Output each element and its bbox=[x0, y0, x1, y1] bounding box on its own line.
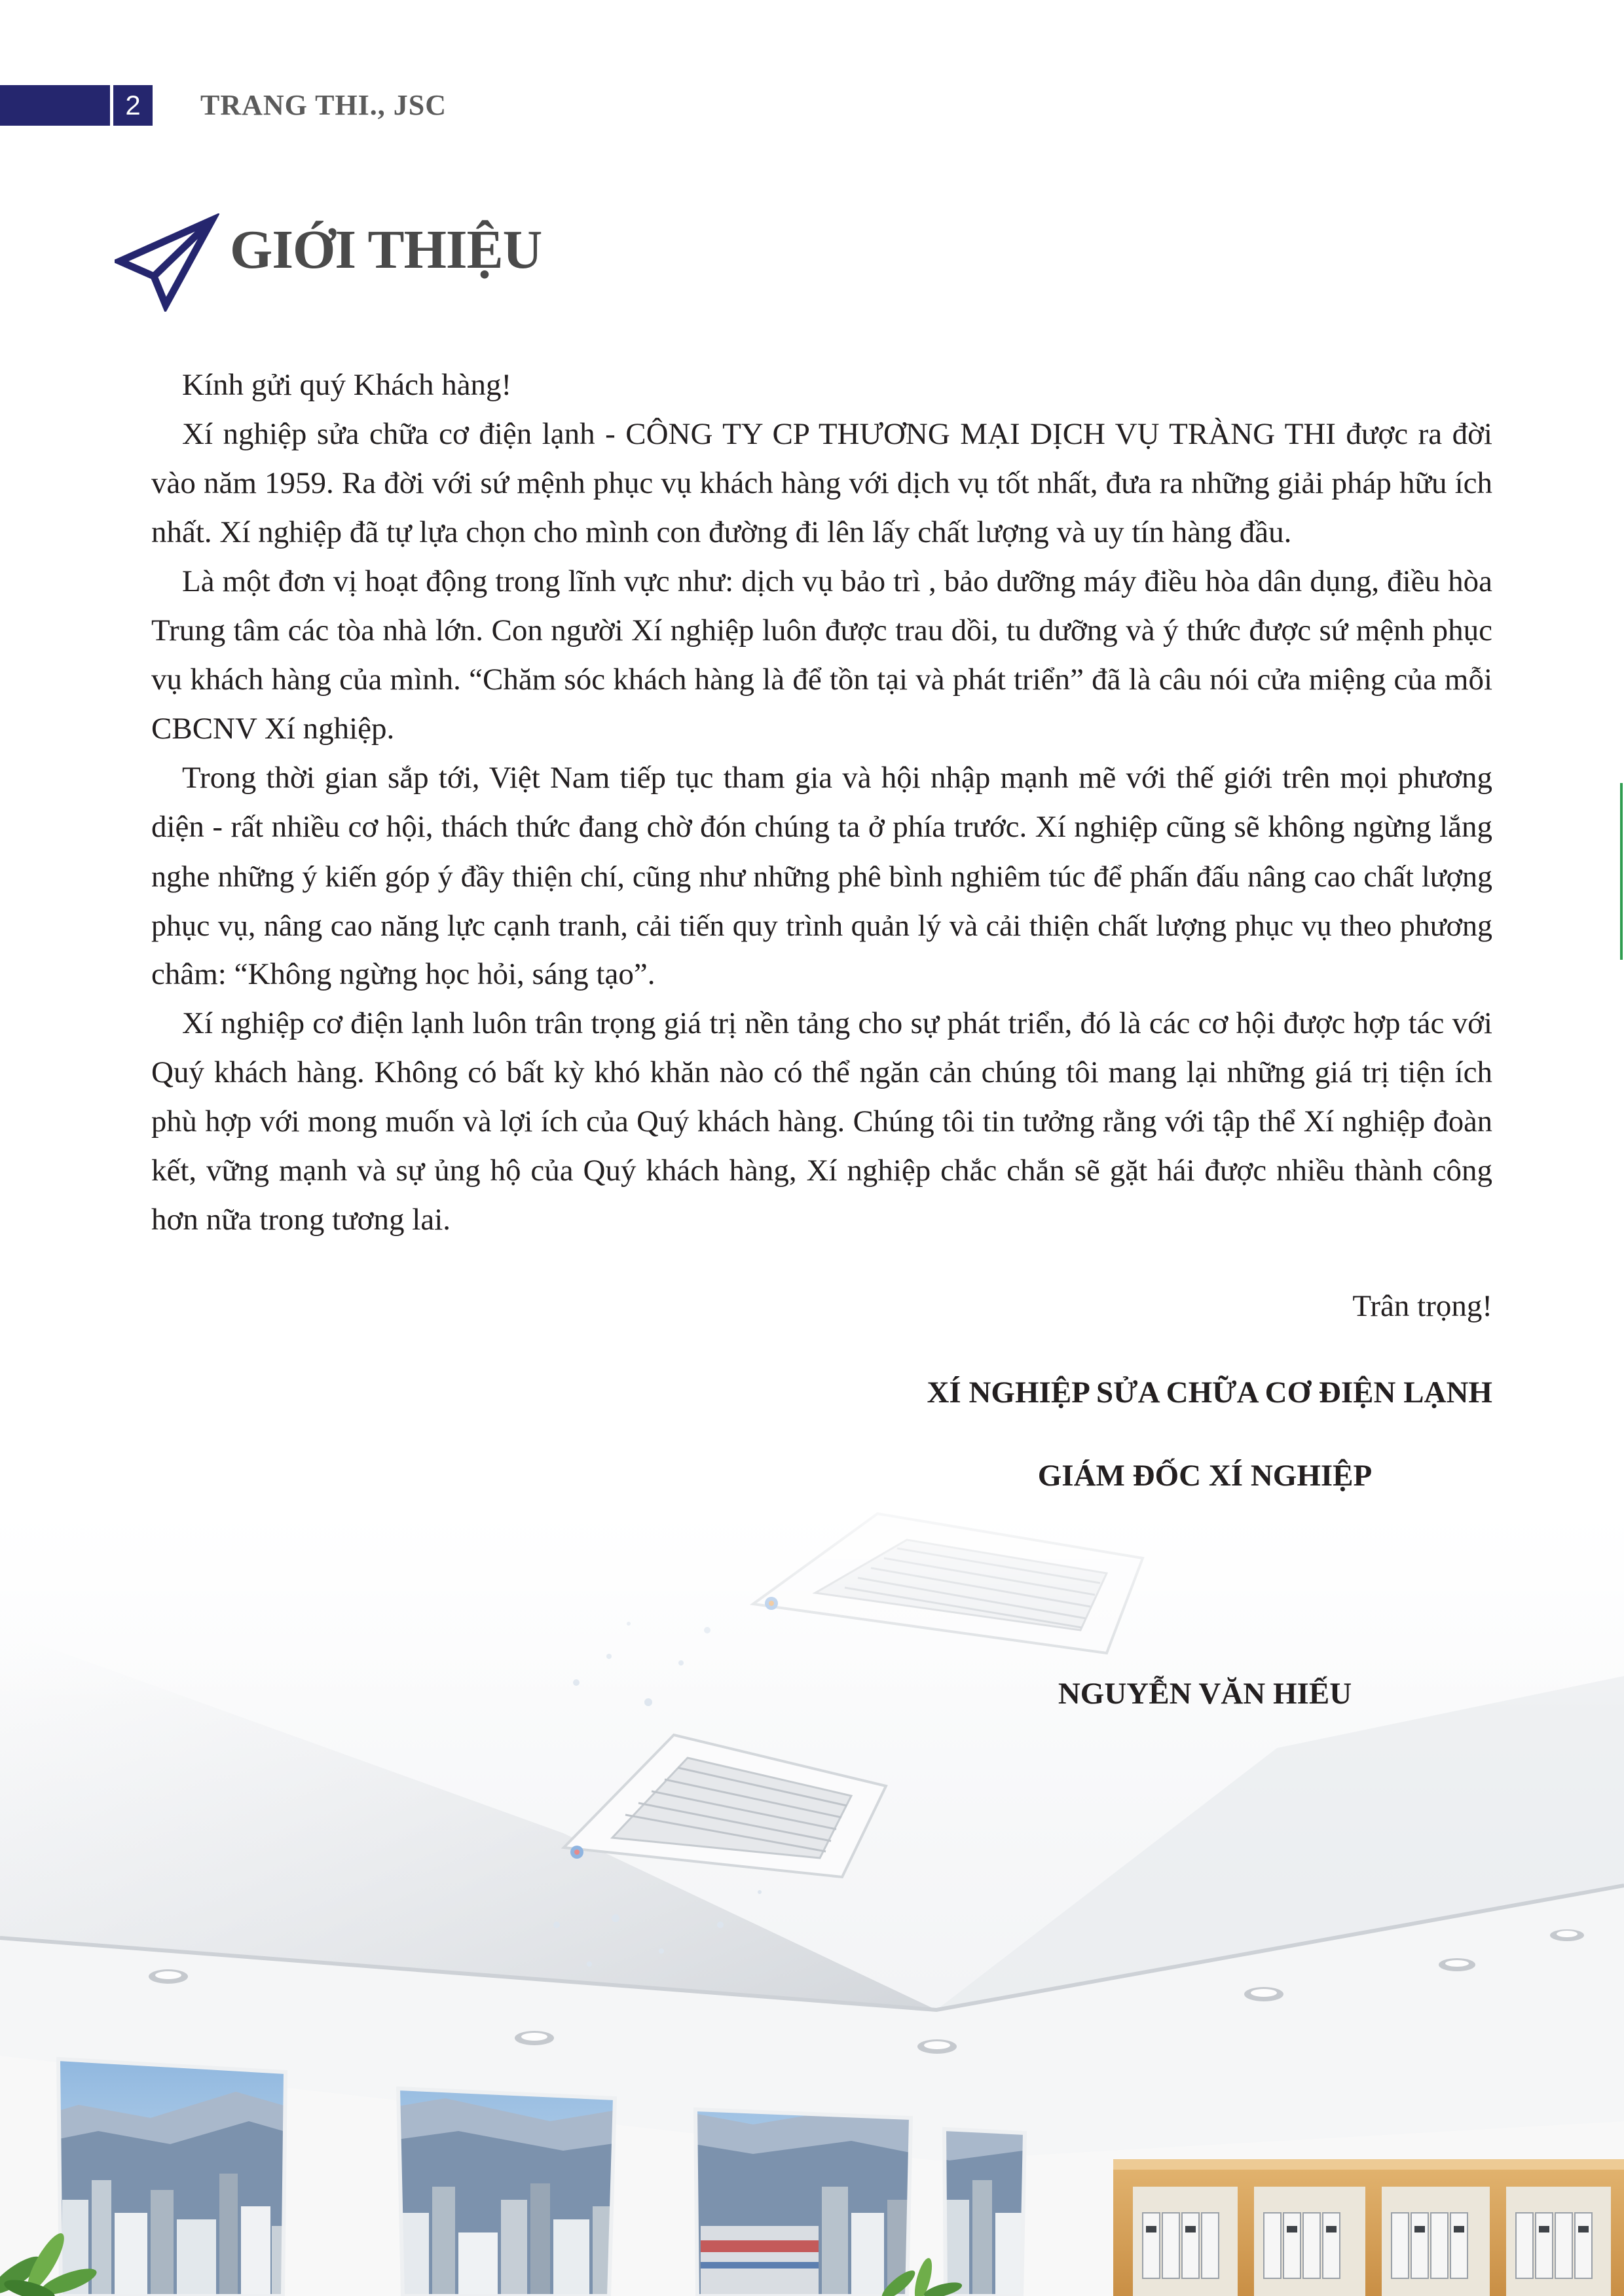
page-number: 2 bbox=[113, 85, 153, 126]
paragraph-line: nghe những ý kiến góp ý đầy thiện chí, cũng như những phê bình nghiêm túc để phấn đấu nâng cao chất lượng bbox=[151, 860, 1492, 893]
paragraph-1 bbox=[151, 410, 1492, 557]
section-title: GIỚI THIỆU bbox=[230, 219, 542, 280]
paragraph-line: Quý khách hàng. Không có bất kỳ khó khăn nào có thể ngăn cản chúng tôi mang lại những giá trị tiện ích bbox=[151, 1055, 1492, 1089]
paragraph-line: kết, vững mạnh và sự ủng hộ của Quý khách hàng, Xí nghiệp chắc chắn sẽ gặt hái được nhiều thành công bbox=[151, 1154, 1492, 1188]
page-edge-marker bbox=[1620, 783, 1623, 960]
paragraph-2 bbox=[151, 557, 1492, 754]
paragraph-3 bbox=[151, 754, 1492, 999]
paper-plane-icon bbox=[115, 213, 219, 312]
closing-organization: XÍ NGHIỆP SỬA CHỮA CƠ ĐIỆN LẠNH bbox=[927, 1376, 1492, 1410]
paragraph-line: Xí nghiệp sửa chữa cơ điện lạnh - CÔNG TY CP THƯƠNG MẠI DỊCH VỤ TRÀNG THI được ra đời bbox=[182, 417, 1492, 451]
header-accent-bar bbox=[0, 85, 110, 126]
paragraph-line: phù hợp với mong muốn và lợi ích của Quý khách hàng. Chúng tôi tin tưởng rằng với tập thể Xí nghiệp đoàn bbox=[151, 1105, 1492, 1139]
paragraph-line: châm: “Không ngừng học hỏi, sáng tạo”. bbox=[151, 957, 655, 991]
letter-body bbox=[151, 361, 1492, 1245]
paragraph-line: Là một đơn vị hoạt động trong lĩnh vực như: dịch vụ bảo trì , bảo dưỡng máy điều hòa dân dụng, điều hòa bbox=[182, 564, 1492, 598]
closing-regards: Trân trọng! bbox=[1352, 1289, 1492, 1323]
paragraph-line: Trong thời gian sắp tới, Việt Nam tiếp tục tham gia và hội nhập mạnh mẽ với thế giới trên mọi phương bbox=[182, 761, 1492, 795]
signatory-title: GIÁM ĐỐC XÍ NGHIỆP bbox=[1037, 1459, 1373, 1493]
office-background-image bbox=[0, 1467, 1624, 2296]
office-cabinet bbox=[1113, 2159, 1624, 2296]
paragraph-line: hơn nữa trong tương lai. bbox=[151, 1203, 451, 1237]
paragraph-line: Trung tâm các tòa nhà lớn. Con người Xí nghiệp luôn được trau dồi, tu dưỡng và ý thức được sứ mệnh phục bbox=[151, 613, 1492, 647]
greeting: Kính gửi quý Khách hàng! bbox=[182, 368, 512, 402]
paragraph-line: diện - rất nhiều cơ hội, thách thức đang chờ đón chúng ta ở phía trước. Xí nghiệp cũng sẽ không ngừng lắng bbox=[151, 810, 1492, 844]
paragraph-line: vào năm 1959. Ra đời với sứ mệnh phục vụ khách hàng với dịch vụ tốt nhất, đưa ra những giải pháp hữu ích bbox=[151, 466, 1492, 500]
paragraph-line: CBCNV Xí nghiệp. bbox=[151, 712, 395, 746]
paragraph-line: Xí nghiệp cơ điện lạnh luôn trân trọng giá trị nền tảng cho sự phát triển, đó là các cơ hội được hợp tác với bbox=[182, 1006, 1492, 1040]
paragraph-line: phục vụ, nâng cao năng lực cạnh tranh, cải tiến quy trình quản lý và cải thiện chất lượng phục vụ theo phương bbox=[151, 909, 1492, 942]
paragraph-4 bbox=[151, 999, 1492, 1245]
signatory-name: NGUYỄN VĂN HIẾU bbox=[1058, 1677, 1352, 1711]
paragraph-line: nhất. Xí nghiệp đã tự lựa chọn cho mình con đường đi lên lấy chất lượng và uy tín hàng đầu. bbox=[151, 515, 1292, 549]
paragraph-line: vụ khách hàng của mình. “Chăm sóc khách hàng là để tồn tại và phát triển” đã là câu nói cửa miệng của mỗi bbox=[151, 663, 1492, 697]
company-name: TRANG THI., JSC bbox=[200, 89, 447, 121]
